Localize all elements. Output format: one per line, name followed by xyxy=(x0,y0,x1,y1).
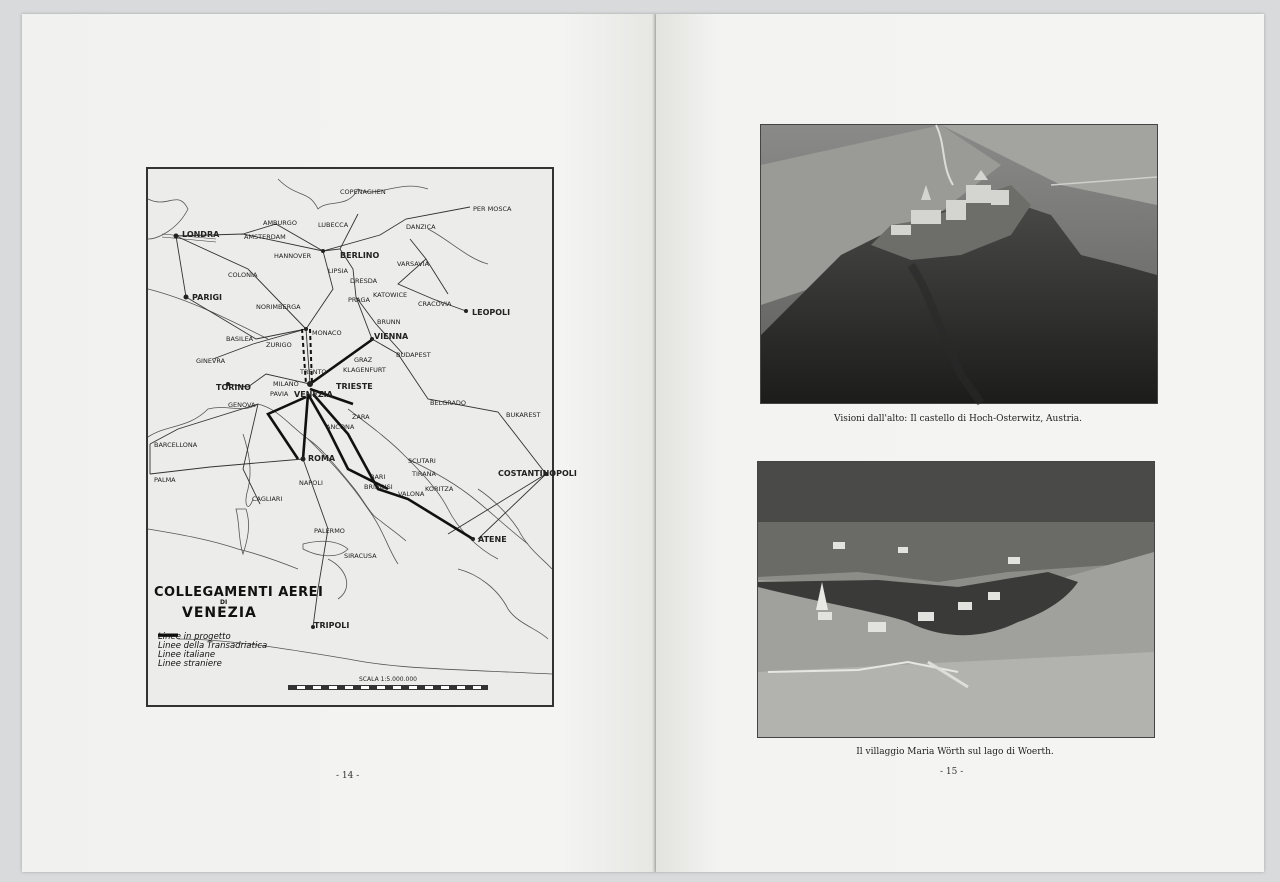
svg-text:CRACOVIA: CRACOVIA xyxy=(418,300,452,308)
page-number-left: - 14 - xyxy=(336,771,360,781)
svg-text:VARSAVIA: VARSAVIA xyxy=(397,260,430,268)
legend-label: Linee della Transadriatica xyxy=(158,640,268,651)
castle-photo xyxy=(760,124,1158,404)
air-routes-map xyxy=(146,167,577,707)
city-labels xyxy=(154,188,577,630)
svg-text:VENEZIA: VENEZIA xyxy=(294,390,333,399)
svg-text:LEOPOLI: LEOPOLI xyxy=(472,308,511,317)
svg-text:PALMA: PALMA xyxy=(154,476,176,484)
book-spread xyxy=(22,14,1264,872)
svg-text:KATOWICE: KATOWICE xyxy=(373,291,408,299)
svg-text:NORIMBERGA: NORIMBERGA xyxy=(256,303,301,311)
scale-bar xyxy=(288,685,488,690)
svg-text:PALERMO: PALERMO xyxy=(314,527,345,535)
map-drawing xyxy=(148,169,577,705)
map-title-line2: VENEZIA xyxy=(182,604,257,621)
svg-text:BERLINO: BERLINO xyxy=(340,251,380,260)
svg-text:KORITZA: KORITZA xyxy=(425,485,454,493)
svg-text:BUDAPEST: BUDAPEST xyxy=(396,351,431,359)
legend-row-straniere xyxy=(158,659,267,668)
svg-text:BASILEA: BASILEA xyxy=(226,335,254,343)
svg-text:TRIESTE: TRIESTE xyxy=(336,382,373,391)
svg-text:ANCONA: ANCONA xyxy=(326,423,355,431)
svg-text:NAPOLI: NAPOLI xyxy=(299,479,323,487)
svg-text:CAGLIARI: CAGLIARI xyxy=(252,495,283,503)
map-scale xyxy=(288,676,488,690)
left-page xyxy=(22,14,656,872)
svg-text:DANZICA: DANZICA xyxy=(406,223,436,231)
svg-text:BARI: BARI xyxy=(370,473,386,481)
svg-text:VALONA: VALONA xyxy=(398,490,425,498)
svg-text:PRAGA: PRAGA xyxy=(348,296,370,304)
svg-text:ZARA: ZARA xyxy=(352,413,370,421)
svg-text:TRENTO: TRENTO xyxy=(300,368,327,376)
svg-text:BRINDISI: BRINDISI xyxy=(364,483,393,491)
photo1-caption: Visioni dall'alto: Il castello di Hoch-Osterwitz, Austria. xyxy=(834,414,1082,424)
svg-text:KLAGENFURT: KLAGENFURT xyxy=(343,366,386,374)
svg-text:SIRACUSA: SIRACUSA xyxy=(344,552,377,560)
svg-text:TIRANA: TIRANA xyxy=(412,470,436,478)
legend-label: Linee in progetto xyxy=(158,631,231,642)
svg-text:GENOVA: GENOVA xyxy=(228,401,256,409)
svg-text:HANNOVER: HANNOVER xyxy=(274,252,312,260)
svg-text:MILANO: MILANO xyxy=(273,380,299,388)
svg-text:MONACO: MONACO xyxy=(312,329,342,337)
svg-text:AMBURGO: AMBURGO xyxy=(263,219,297,227)
map-title xyxy=(154,586,323,621)
svg-text:LONDRA: LONDRA xyxy=(182,230,220,239)
scale-label: SCALA 1:5.000.000 xyxy=(359,676,417,683)
svg-text:VIENNA: VIENNA xyxy=(374,332,409,341)
svg-text:BUKAREST: BUKAREST xyxy=(506,411,541,419)
svg-text:PAVIA: PAVIA xyxy=(270,390,289,398)
svg-text:GRAZ: GRAZ xyxy=(354,356,373,364)
svg-text:ROMA: ROMA xyxy=(308,454,336,463)
svg-text:ATENE: ATENE xyxy=(478,535,507,544)
village-photo xyxy=(757,461,1155,738)
legend-label: Linee straniere xyxy=(158,658,222,669)
svg-text:SCUTARI: SCUTARI xyxy=(408,457,436,465)
svg-text:DRESDA: DRESDA xyxy=(350,277,378,285)
svg-text:AMSTERDAM: AMSTERDAM xyxy=(244,233,286,241)
svg-text:ZURIGO: ZURIGO xyxy=(266,341,292,349)
legend-label: Linee italiane xyxy=(158,649,216,660)
page-number-right: - 15 - xyxy=(940,767,964,777)
map-legend xyxy=(158,632,267,668)
svg-text:PER MOSCA: PER MOSCA xyxy=(473,205,512,213)
svg-text:BARCELLONA: BARCELLONA xyxy=(154,441,198,449)
svg-text:COPENAGHEN: COPENAGHEN xyxy=(340,188,386,196)
photo2-caption: Il villaggio Maria Wörth sul lago di Woerth. xyxy=(856,747,1054,757)
svg-text:BELGRADO: BELGRADO xyxy=(430,399,467,407)
svg-text:LIPSIA: LIPSIA xyxy=(328,267,348,275)
svg-text:COSTANTINOPOLI: COSTANTINOPOLI xyxy=(498,469,577,478)
svg-text:TRIPOLI: TRIPOLI xyxy=(314,621,350,630)
svg-text:BRUNN: BRUNN xyxy=(377,318,401,326)
map-title-line1: COLLEGAMENTI AEREI xyxy=(154,585,324,600)
svg-text:PARIGI: PARIGI xyxy=(192,293,222,302)
svg-text:COLONIA: COLONIA xyxy=(228,271,258,279)
svg-text:LUBECCA: LUBECCA xyxy=(318,221,349,229)
map-title-di: DI xyxy=(220,598,228,606)
svg-text:TORINO: TORINO xyxy=(216,383,251,392)
right-page xyxy=(656,14,1264,872)
svg-text:GINEVRA: GINEVRA xyxy=(196,357,226,365)
